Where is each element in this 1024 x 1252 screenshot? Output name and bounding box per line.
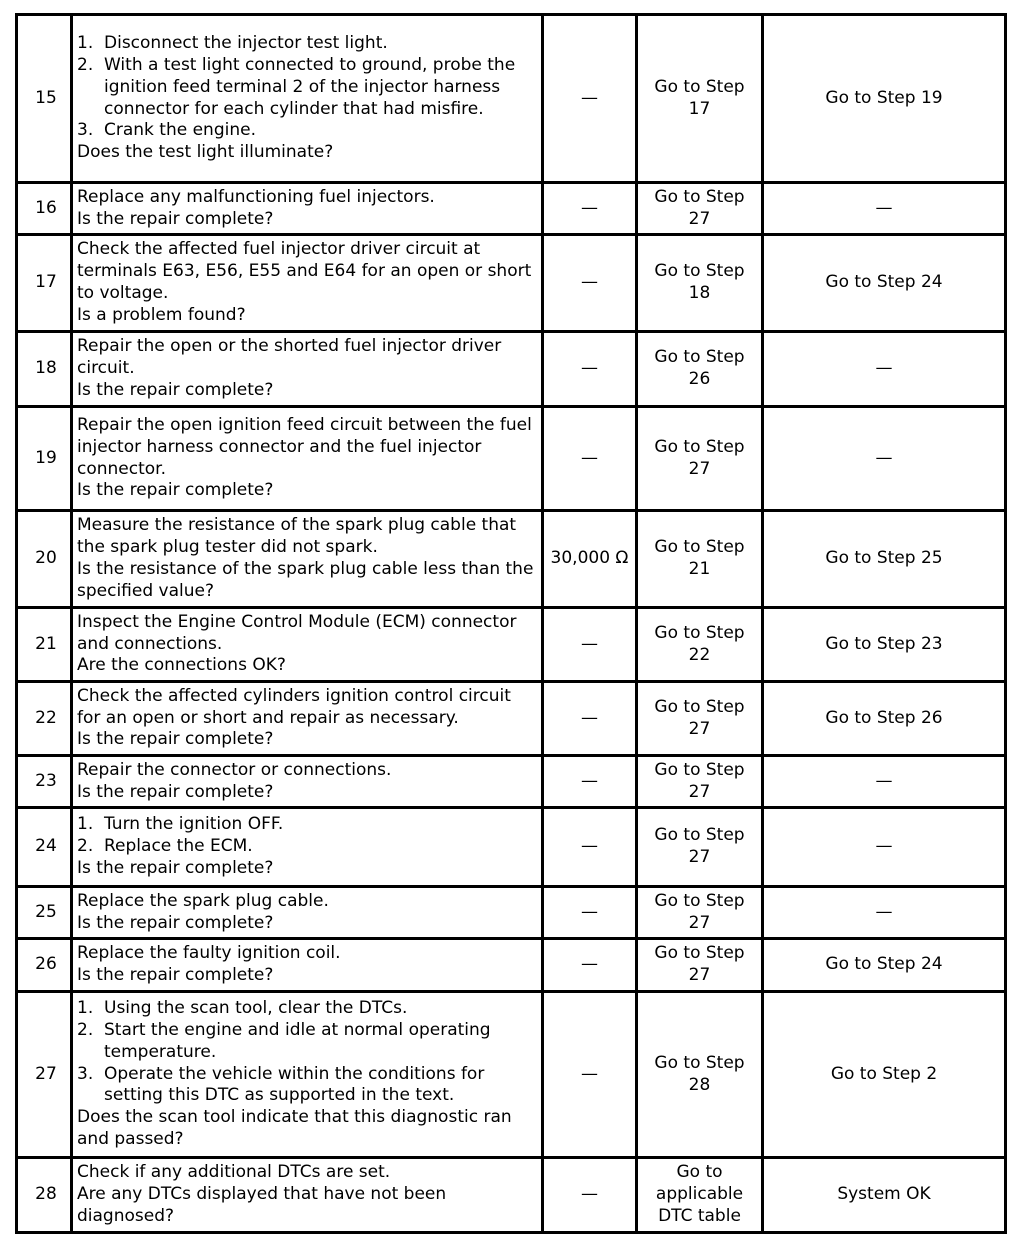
no-cell <box>763 682 1006 756</box>
no-result: System OK <box>837 1184 931 1205</box>
specified-value: — <box>581 197 598 218</box>
action-text: Is the resistance of the spark plug cable less than the specified value? <box>77 559 534 601</box>
step-number: 17 <box>35 272 57 293</box>
table-row <box>17 992 1006 1158</box>
specified-value: — <box>581 272 598 293</box>
step-number: 15 <box>35 87 57 108</box>
yes-cell <box>637 183 763 235</box>
no-cell <box>763 939 1006 992</box>
step-number: 16 <box>35 197 57 218</box>
step-number: 18 <box>35 358 57 379</box>
action-text: Check the affected cylinders ignition control circuit for an open or short and repair as necessary. <box>77 685 511 728</box>
action-list-text: Replace the ECM. <box>104 836 253 857</box>
step-number: 28 <box>35 1184 57 1205</box>
yes-result: Go to Step 27 <box>654 186 745 229</box>
action-list-item <box>77 814 537 836</box>
action-list-text: Operate the vehicle within the conditions for setting this DTC as supported in the text. <box>104 1063 485 1106</box>
no-cell <box>763 15 1006 183</box>
table-row <box>17 939 1006 992</box>
value-cell <box>543 808 637 887</box>
step-number-cell <box>17 332 72 407</box>
step-number: 21 <box>35 633 57 654</box>
yes-result: Go to Step 27 <box>654 890 745 933</box>
action-text: Inspect the Engine Control Module (ECM) connector and connections. <box>77 611 517 654</box>
action-cell <box>72 15 543 183</box>
table-body <box>17 15 1006 1233</box>
step-number: 27 <box>35 1063 57 1084</box>
no-cell <box>763 808 1006 887</box>
diagnostic-table <box>15 13 1007 1234</box>
yes-result: Go to Step 21 <box>654 537 745 579</box>
action-list-item <box>77 120 537 142</box>
yes-result: Go to Step 27 <box>654 943 745 985</box>
table-row <box>17 887 1006 939</box>
yes-result: Go to Step 17 <box>654 76 745 119</box>
action-cell <box>72 992 543 1158</box>
no-result: Go to Step 25 <box>825 548 943 569</box>
action-cell <box>72 808 543 887</box>
action-list-number: 2. <box>77 1020 94 1040</box>
yes-cell <box>637 756 763 808</box>
action-list-text: Turn the ignition OFF. <box>104 814 284 835</box>
specified-value: — <box>581 1184 598 1205</box>
step-number-cell <box>17 183 72 235</box>
value-cell <box>543 939 637 992</box>
action-cell <box>72 608 543 682</box>
action-list-item <box>77 33 537 55</box>
step-number: 24 <box>35 836 57 857</box>
step-number-cell <box>17 1158 72 1233</box>
action-cell <box>72 939 543 992</box>
value-cell <box>543 608 637 682</box>
no-result: — <box>875 197 893 218</box>
step-number: 19 <box>35 447 57 468</box>
value-cell <box>543 407 637 511</box>
yes-cell <box>637 608 763 682</box>
action-text: Check the affected fuel injector driver circuit at terminals E63, E56, E55 and E64 for an open or short to voltage. <box>77 239 532 303</box>
action-cell <box>72 682 543 756</box>
yes-cell <box>637 407 763 511</box>
action-cell <box>72 511 543 608</box>
no-cell <box>763 1158 1006 1233</box>
step-number: 25 <box>35 901 57 922</box>
no-cell <box>763 887 1006 939</box>
step-number-cell <box>17 235 72 332</box>
table-row <box>17 682 1006 756</box>
yes-cell <box>637 682 763 756</box>
action-list-number: 3. <box>77 120 94 141</box>
action-list-item <box>77 836 537 858</box>
step-number-cell <box>17 407 72 511</box>
action-text: Is the repair complete? <box>77 965 274 985</box>
action-list-number: 1. <box>77 814 94 835</box>
action-text: Check if any additional DTCs are set. <box>77 1162 391 1183</box>
no-result: Go to Step 23 <box>825 633 943 654</box>
no-result: — <box>875 836 893 857</box>
yes-cell <box>637 1158 763 1233</box>
action-text: Replace any malfunctioning fuel injectors. <box>77 186 435 207</box>
action-list-text: Start the engine and idle at normal operating temperature. <box>104 1020 491 1062</box>
value-cell <box>543 1158 637 1233</box>
action-list-number: 1. <box>77 33 94 54</box>
no-cell <box>763 608 1006 682</box>
yes-cell <box>637 235 763 332</box>
step-number-cell <box>17 682 72 756</box>
specified-value: — <box>581 633 598 654</box>
step-number-cell <box>17 511 72 608</box>
yes-result: Go to applicable DTC table <box>655 1162 744 1226</box>
yes-result: Go to Step 26 <box>654 347 745 389</box>
no-result: — <box>875 358 893 379</box>
action-list-text: With a test light connected to ground, probe the ignition feed terminal 2 of the injector harness connector for each cylinder that had misfire. <box>104 54 516 119</box>
step-number: 26 <box>35 954 57 975</box>
action-text: Repair the open ignition feed circuit between the fuel injector harness connector and the fuel injector connector. <box>77 414 532 479</box>
yes-result: Go to Step 28 <box>654 1052 745 1095</box>
value-cell <box>543 756 637 808</box>
value-cell <box>543 992 637 1158</box>
table-row <box>17 511 1006 608</box>
action-text: Are any DTCs displayed that have not been diagnosed? <box>77 1184 447 1226</box>
action-text: Is the repair complete? <box>77 781 274 802</box>
action-cell <box>72 887 543 939</box>
action-text: Is the repair complete? <box>77 208 274 229</box>
specified-value: — <box>581 447 598 468</box>
action-text: Is the repair complete? <box>77 912 274 933</box>
table-row <box>17 15 1006 183</box>
value-cell <box>543 183 637 235</box>
yes-result: Go to Step 22 <box>654 622 745 665</box>
yes-cell <box>637 887 763 939</box>
value-cell <box>543 887 637 939</box>
no-cell <box>763 407 1006 511</box>
table-row <box>17 183 1006 235</box>
action-list-number: 2. <box>77 54 94 75</box>
no-cell <box>763 235 1006 332</box>
action-list-text: Disconnect the injector test light. <box>104 33 388 54</box>
yes-cell <box>637 939 763 992</box>
action-text: Replace the spark plug cable. <box>77 890 329 911</box>
no-result: — <box>875 901 893 922</box>
action-text: Repair the open or the shorted fuel injector driver circuit. <box>77 336 502 379</box>
action-text: Is a problem found? <box>77 304 246 325</box>
step-number-cell <box>17 992 72 1158</box>
yes-cell <box>637 992 763 1158</box>
no-result: Go to Step 24 <box>825 954 943 975</box>
specified-value: — <box>581 954 598 975</box>
action-cell <box>72 1158 543 1233</box>
action-list-number: 3. <box>77 1063 94 1084</box>
yes-result: Go to Step 18 <box>654 261 745 303</box>
action-list-text: Using the scan tool, clear the DTCs. <box>104 998 408 1019</box>
table-row <box>17 407 1006 511</box>
table-row <box>17 1158 1006 1233</box>
table-row <box>17 756 1006 808</box>
specified-value: — <box>581 901 598 922</box>
action-text: Is the repair complete? <box>77 729 274 750</box>
action-list-number: 2. <box>77 836 94 857</box>
action-text: Does the test light illuminate? <box>77 142 334 163</box>
action-text: Does the scan tool indicate that this diagnostic ran and passed? <box>77 1107 512 1149</box>
value-cell <box>543 235 637 332</box>
yes-cell <box>637 15 763 183</box>
no-cell <box>763 992 1006 1158</box>
action-list-item <box>77 55 537 120</box>
step-number-cell <box>17 939 72 992</box>
step-number-cell <box>17 608 72 682</box>
specified-value: — <box>581 1063 598 1084</box>
no-result: — <box>875 447 893 468</box>
step-number-cell <box>17 887 72 939</box>
step-number: 23 <box>35 770 57 791</box>
specified-value: 30,000 Ω <box>550 548 629 569</box>
action-list-text: Crank the engine. <box>104 120 256 141</box>
table-row <box>17 808 1006 887</box>
no-cell <box>763 332 1006 407</box>
yes-cell <box>637 511 763 608</box>
value-cell <box>543 15 637 183</box>
no-result: Go to Step 24 <box>825 272 943 293</box>
action-list-item <box>77 1064 537 1108</box>
yes-result: Go to Step 27 <box>654 825 745 867</box>
step-number: 20 <box>35 548 57 569</box>
action-cell <box>72 183 543 235</box>
step-number-cell <box>17 756 72 808</box>
action-text: Is the repair complete? <box>77 857 274 878</box>
value-cell <box>543 511 637 608</box>
yes-result: Go to Step 27 <box>654 759 745 802</box>
action-text: Repair the connector or connections. <box>77 759 392 780</box>
value-cell <box>543 332 637 407</box>
no-result: — <box>875 770 893 791</box>
table-row <box>17 608 1006 682</box>
action-text: Replace the faulty ignition coil. <box>77 943 341 964</box>
no-result: Go to Step 26 <box>825 707 943 728</box>
action-cell <box>72 235 543 332</box>
table-row <box>17 235 1006 332</box>
specified-value: — <box>581 87 598 108</box>
no-cell <box>763 511 1006 608</box>
specified-value: — <box>581 770 598 791</box>
value-cell <box>543 682 637 756</box>
no-result: Go to Step 2 <box>830 1063 938 1084</box>
yes-cell <box>637 332 763 407</box>
yes-result: Go to Step 27 <box>654 696 745 739</box>
action-text: Is the repair complete? <box>77 480 274 501</box>
no-cell <box>763 756 1006 808</box>
step-number: 22 <box>35 707 57 728</box>
action-list-item <box>77 1020 537 1064</box>
action-cell <box>72 407 543 511</box>
action-text: Measure the resistance of the spark plug cable that the spark plug tester did not spark. <box>77 515 517 558</box>
yes-cell <box>637 808 763 887</box>
action-list-number: 1. <box>77 998 94 1019</box>
specified-value: — <box>581 836 598 857</box>
action-cell <box>72 756 543 808</box>
action-text: Are the connections OK? <box>77 655 286 676</box>
table-row <box>17 332 1006 407</box>
action-cell <box>72 332 543 407</box>
no-cell <box>763 183 1006 235</box>
specified-value: — <box>581 358 598 379</box>
step-number-cell <box>17 808 72 887</box>
action-text: Is the repair complete? <box>77 379 274 400</box>
step-number-cell <box>17 15 72 183</box>
action-list-item <box>77 998 537 1020</box>
specified-value: — <box>581 707 598 728</box>
yes-result: Go to Step 27 <box>654 436 745 479</box>
no-result: Go to Step 19 <box>825 87 943 108</box>
